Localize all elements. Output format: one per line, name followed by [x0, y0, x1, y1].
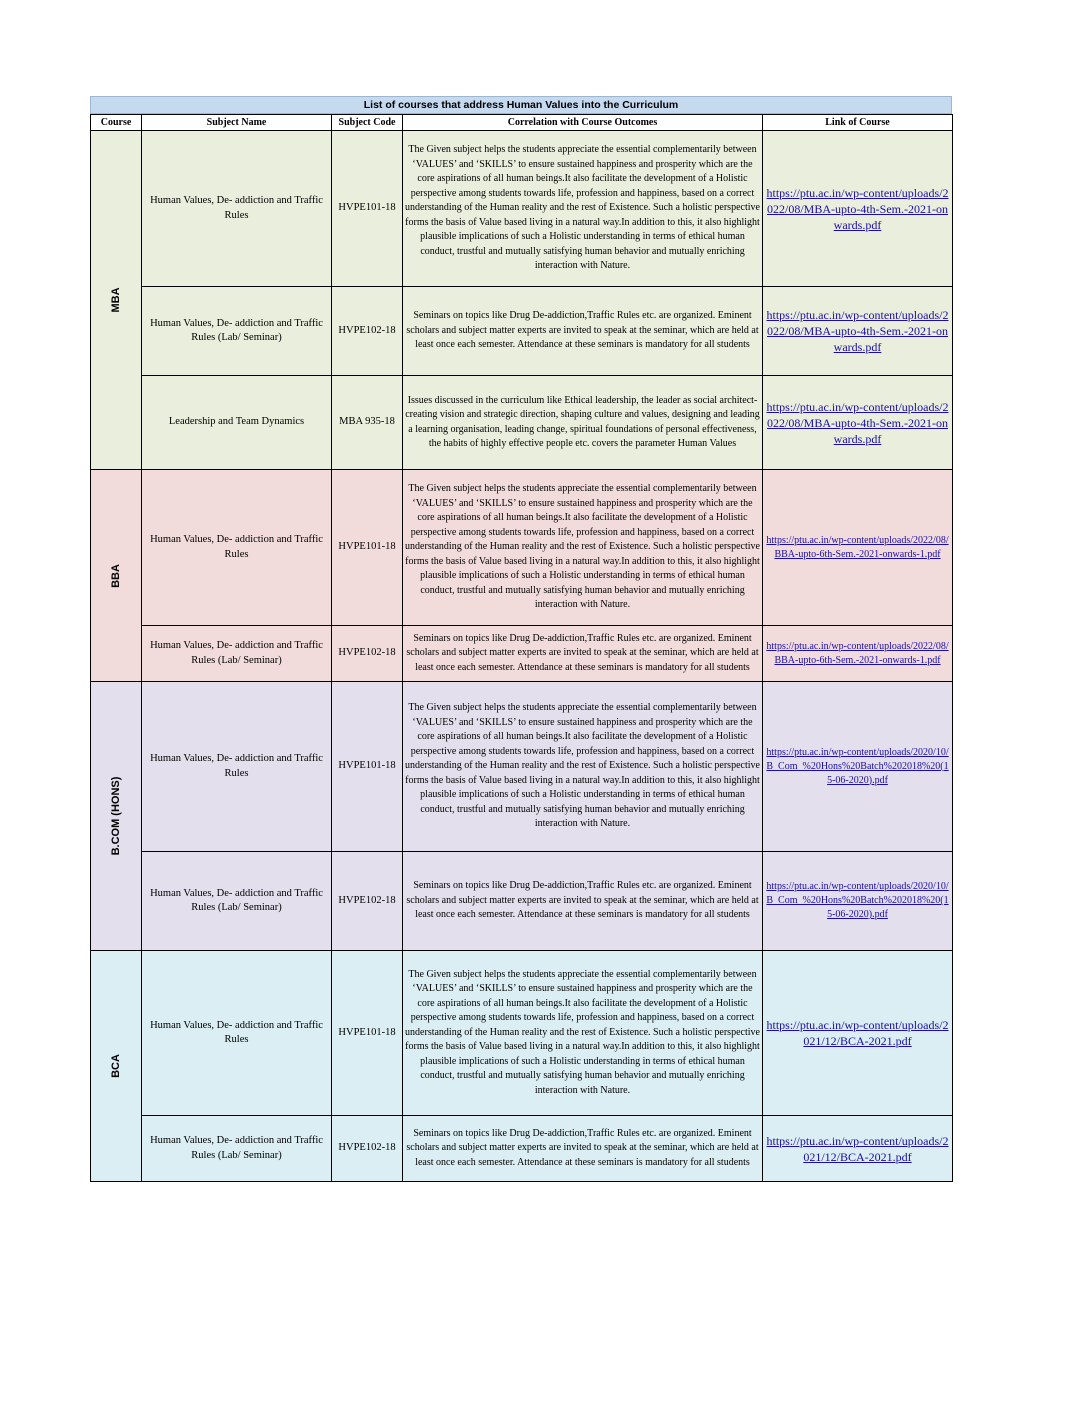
correlation-text: Issues discussed in the curriculum like Ethical leadership, the leader as social architect-creating vision and strategic direction, shaping culture and values, designing and leading a learning organisation, leading change, spiritual foundations of personal effectiveness, the habits of highly effective people etc. covers the parameter Human Values [403, 376, 763, 470]
correlation-text: Seminars on topics like Drug De-addiction,Traffic Rules etc. are organized. Eminent scholars and subject matter experts are invited to speak at the seminar, which are held at least once each semester. Attendance at these seminars is mandatory for all students [403, 287, 763, 376]
header-course: Course [91, 115, 142, 131]
document [90, 96, 952, 1182]
table-row [91, 470, 953, 626]
subject-code: HVPE101-18 [332, 951, 403, 1116]
correlation-text: Seminars on topics like Drug De-addiction,Traffic Rules etc. are organized. Eminent scholars and subject matter experts are invited to speak at the seminar, which are held at least once each semester. Attendance at these seminars is mandatory for all students [403, 852, 763, 951]
course-label: BCA [109, 1054, 122, 1078]
courses-table [90, 114, 953, 1182]
table-row [91, 376, 953, 470]
subject-code: HVPE101-18 [332, 131, 403, 287]
table-row [91, 852, 953, 951]
course-link[interactable]: https://ptu.ac.in/wp-content/uploads/2021/12/BCA-2021.pdf [766, 1133, 949, 1164]
subject-code: HVPE102-18 [332, 852, 403, 951]
course-cell-bcom [91, 682, 142, 951]
subject-name: Human Values, De- addiction and Traffic Rules [142, 951, 332, 1116]
subject-name: Leadership and Team Dynamics [142, 376, 332, 470]
course-cell-mba [91, 131, 142, 470]
course-link[interactable]: https://ptu.ac.in/wp-content/uploads/2022/08/MBA-upto-4th-Sem.-2021-onwards.pdf [766, 185, 949, 232]
course-link[interactable]: https://ptu.ac.in/wp-content/uploads/2021/12/BCA-2021.pdf [766, 1018, 949, 1048]
correlation-text: Seminars on topics like Drug De-addiction,Traffic Rules etc. are organized. Eminent scholars and subject matter experts are invited to speak at the seminar, which are held at least once each semester. Attendance at these seminars is mandatory for all students [403, 1116, 763, 1182]
subject-code: HVPE101-18 [332, 682, 403, 852]
correlation-text: The Given subject helps the students appreciate the essential complementarily between ‘VALUES’ and ‘SKILLS’ to ensure sustained happiness and prosperity which are the core aspirations of all human beings.It also facilitate the development of a Holistic perspective among students towards life, profession and happiness, based on a correct understanding of the Human reality and the rest of Existence. Such a holistic perspective forms the basis of Value based living in a natural way.In addition to this, it also highlight plausible implications of such a Holistic understanding in terms of ethical human conduct, trustful and mutually satisfying human behavior and mutually enriching interaction with Nature. [403, 470, 763, 626]
table-row [91, 131, 953, 287]
subject-code: HVPE102-18 [332, 1116, 403, 1182]
subject-name: Human Values, De- addiction and Traffic Rules [142, 682, 332, 852]
header-correlation: Correlation with Course Outcomes [403, 115, 763, 131]
correlation-text: The Given subject helps the students appreciate the essential complementarily between ‘VALUES’ and ‘SKILLS’ to ensure sustained happiness and prosperity which are the core aspirations of all human beings.It also facilitate the development of a Holistic perspective among students towards life, profession and happiness, based on a correct understanding of the Human reality and the rest of Existence. Such a holistic perspective forms the basis of Value based living in a natural way.In addition to this, it also highlight plausible implications of such a Holistic understanding in terms of ethical human conduct, trustful and mutually satisfying human behavior and mutually enriching interaction with Nature. [403, 682, 763, 852]
subject-name: Human Values, De- addiction and Traffic Rules [142, 470, 332, 626]
subject-name: Human Values, De- addiction and Traffic Rules (Lab/ Seminar) [142, 626, 332, 682]
table-row [91, 951, 953, 1116]
course-link[interactable]: https://ptu.ac.in/wp-content/uploads/2022/08/MBA-upto-4th-Sem.-2021-onwards.pdf [766, 308, 949, 354]
table-row [91, 287, 953, 376]
header-row [91, 115, 953, 131]
table-row [91, 1116, 953, 1182]
header-link: Link of Course [763, 115, 953, 131]
course-cell-bba [91, 470, 142, 682]
subject-name: Human Values, De- addiction and Traffic Rules (Lab/ Seminar) [142, 852, 332, 951]
table-row [91, 626, 953, 682]
course-link[interactable]: https://ptu.ac.in/wp-content/uploads/2022/08/MBA-upto-4th-Sem.-2021-onwards.pdf [766, 399, 949, 446]
correlation-text: The Given subject helps the students appreciate the essential complementarily between ‘VALUES’ and ‘SKILLS’ to ensure sustained happiness and prosperity which are the core aspirations of all human beings.It also facilitate the development of a Holistic perspective among students towards life, profession and happiness, based on a correct understanding of the Human reality and the rest of Existence. Such a holistic perspective forms the basis of Value based living in a natural way.In addition to this, it also highlight plausible implications of such a Holistic understanding in terms of ethical human conduct, trustful and mutually satisfying human behavior and mutually enriching interaction with Nature. [403, 131, 763, 287]
header-subject-name: Subject Name [142, 115, 332, 131]
course-cell-bca [91, 951, 142, 1182]
header-subject-code: Subject Code [332, 115, 403, 131]
subject-name: Human Values, De- addiction and Traffic Rules [142, 131, 332, 287]
correlation-text: The Given subject helps the students appreciate the essential complementarily between ‘VALUES’ and ‘SKILLS’ to ensure sustained happiness and prosperity which are the core aspirations of all human beings.It also facilitate the development of a Holistic perspective among students towards life, profession and happiness, based on a correct understanding of the Human reality and the rest of Existence. Such a holistic perspective forms the basis of Value based living in a natural way.In addition to this, it also highlight plausible implications of such a Holistic understanding in terms of ethical human conduct, trustful and mutually satisfying human behavior and mutually enriching interaction with Nature. [403, 951, 763, 1116]
course-label: B.COM (HONS) [109, 776, 122, 856]
course-link[interactable]: https://ptu.ac.in/wp-content/uploads/2022/08/BBA-upto-6th-Sem.-2021-onwards-1.pdf [766, 640, 949, 666]
course-label: MBA [109, 287, 122, 313]
correlation-text: Seminars on topics like Drug De-addiction,Traffic Rules etc. are organized. Eminent scholars and subject matter experts are invited to speak at the seminar, which are held at least once each semester. Attendance at these seminars is mandatory for all students [403, 626, 763, 682]
subject-code: MBA 935-18 [332, 376, 403, 470]
course-link[interactable]: https://ptu.ac.in/wp-content/uploads/2022/08/BBA-upto-6th-Sem.-2021-onwards-1.pdf [766, 534, 949, 560]
course-link[interactable]: https://ptu.ac.in/wp-content/uploads/2020/10/B_Com_%20Hons%20Batch%202018%20(15-06-2020).pdf [766, 881, 949, 920]
subject-code: HVPE101-18 [332, 470, 403, 626]
subject-name: Human Values, De- addiction and Traffic Rules (Lab/ Seminar) [142, 1116, 332, 1182]
table-row [91, 682, 953, 852]
course-label: BBA [109, 563, 122, 588]
subject-name: Human Values, De- addiction and Traffic Rules (Lab/ Seminar) [142, 287, 332, 376]
course-link[interactable]: https://ptu.ac.in/wp-content/uploads/2020/10/B_Com_%20Hons%20Batch%202018%20(15-06-2020).pdf [766, 746, 949, 786]
subject-code: HVPE102-18 [332, 626, 403, 682]
subject-code: HVPE102-18 [332, 287, 403, 376]
table-title: List of courses that address Human Values into the Curriculum [90, 96, 952, 114]
